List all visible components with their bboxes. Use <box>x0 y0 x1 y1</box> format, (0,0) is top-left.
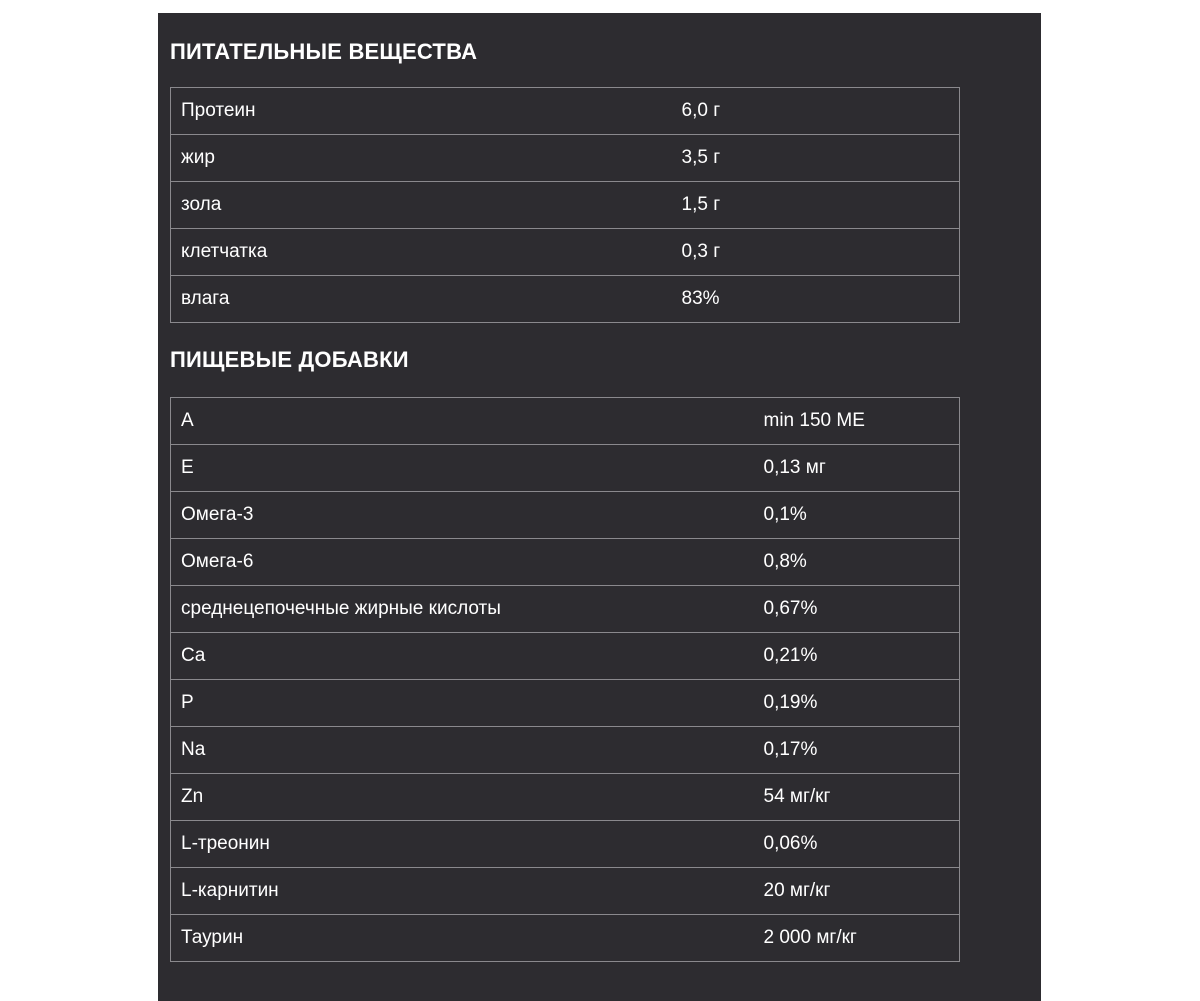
additive-value: 54 мг/кг <box>754 774 960 821</box>
additive-value: 0,19% <box>754 680 960 727</box>
table-row <box>171 229 960 276</box>
additive-value: 0,67% <box>754 586 960 633</box>
table-row <box>171 868 960 915</box>
nutrient-value: 0,3 г <box>672 229 960 276</box>
additive-name: Na <box>171 727 754 774</box>
nutrient-name: зола <box>171 182 672 229</box>
additive-value: 0,13 мг <box>754 445 960 492</box>
nutrient-name: клетчатка <box>171 229 672 276</box>
additive-name: Омега-6 <box>171 539 754 586</box>
additive-name: P <box>171 680 754 727</box>
table-row <box>171 727 960 774</box>
table-row <box>171 586 960 633</box>
additive-name: E <box>171 445 754 492</box>
nutrient-name: жир <box>171 135 672 182</box>
nutrient-value: 83% <box>672 276 960 323</box>
additive-value: 0,21% <box>754 633 960 680</box>
table-row <box>171 680 960 727</box>
nutrient-value: 3,5 г <box>672 135 960 182</box>
additive-name: Омега-3 <box>171 492 754 539</box>
additives-table <box>170 397 960 962</box>
additive-value: 20 мг/кг <box>754 868 960 915</box>
additive-value: 0,17% <box>754 727 960 774</box>
additive-value: 0,06% <box>754 821 960 868</box>
additive-value: min 150 ME <box>754 398 960 445</box>
table-row <box>171 445 960 492</box>
additive-name: L-карнитин <box>171 868 754 915</box>
nutrients-heading: ПИТАТЕЛЬНЫЕ ВЕЩЕСТВА <box>170 39 478 64</box>
table-row <box>171 633 960 680</box>
additive-name: Zn <box>171 774 754 821</box>
additive-value: 2 000 мг/кг <box>754 915 960 962</box>
additive-name: Ca <box>171 633 754 680</box>
product-specs-panel <box>158 13 1041 1001</box>
additive-name: L-треонин <box>171 821 754 868</box>
table-row <box>171 88 960 135</box>
table-row <box>171 182 960 229</box>
nutrient-name: влага <box>171 276 672 323</box>
nutrient-value: 6,0 г <box>672 88 960 135</box>
additive-name: среднецепочечные жирные кислоты <box>171 586 754 633</box>
table-row <box>171 398 960 445</box>
additive-name: Таурин <box>171 915 754 962</box>
nutrient-name: Протеин <box>171 88 672 135</box>
table-row <box>171 492 960 539</box>
table-row <box>171 821 960 868</box>
table-row <box>171 539 960 586</box>
nutrient-value: 1,5 г <box>672 182 960 229</box>
table-row <box>171 774 960 821</box>
table-row <box>171 915 960 962</box>
additive-value: 0,1% <box>754 492 960 539</box>
table-row <box>171 276 960 323</box>
additives-heading: ПИЩЕВЫЕ ДОБАВКИ <box>170 347 409 372</box>
additive-name: A <box>171 398 754 445</box>
table-row <box>171 135 960 182</box>
nutrients-table <box>170 87 960 323</box>
additive-value: 0,8% <box>754 539 960 586</box>
